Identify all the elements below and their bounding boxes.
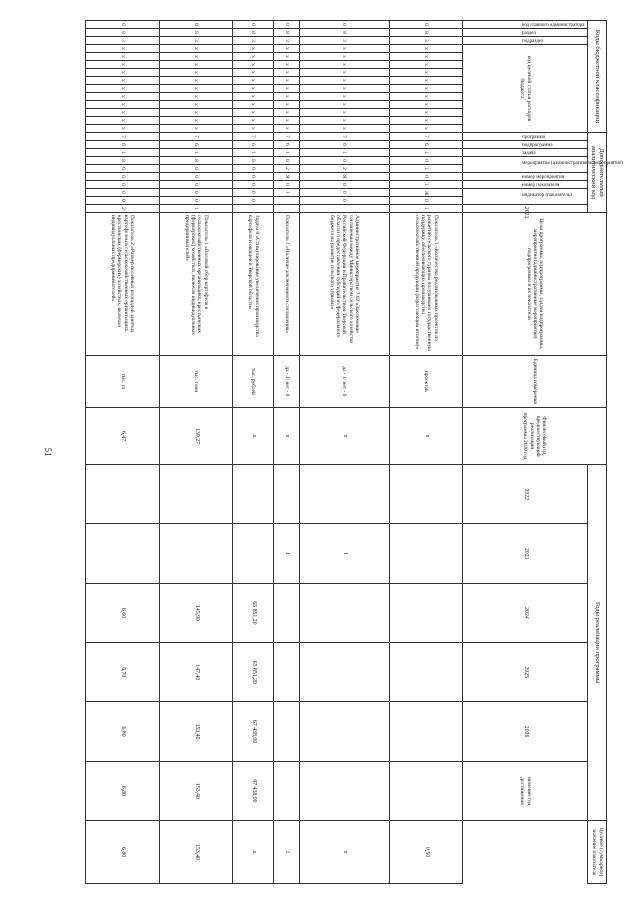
extra-code-cell: 0 xyxy=(159,172,233,180)
goal-header: Цели программы, подпрограммы, задачи подпрограммы, мероприятия (административные мероприятия) подпрограммы и их показатели xyxy=(463,212,607,355)
col-indicator-no xyxy=(463,180,588,188)
year-header-2024: 2024 xyxy=(463,583,588,642)
year-value-2025 xyxy=(274,702,299,761)
col-program-label: программа xyxy=(521,135,545,141)
extra-code-header: Дополнительный аналитический код xyxy=(588,133,607,213)
col-indicator xyxy=(463,188,588,204)
target-item-header: код целевой статьи расходов бюджета xyxy=(463,44,588,132)
year-value-2026 xyxy=(389,761,463,820)
budget-code-cell: х xyxy=(159,108,233,116)
year-value-2021 xyxy=(233,465,274,524)
fin-year-cell: х xyxy=(233,408,274,465)
year-value-2022 xyxy=(159,524,233,583)
goal-cell: Показатель 1 «Количество реализованных проектов по развитию сельского туризма получивших государственную поддержку, обеспечивающих производство сельскохозяйственной продукции (нарастающим итогом)» xyxy=(389,212,463,355)
budget-code-cell: 3 xyxy=(233,36,274,44)
budget-code-cell: х xyxy=(389,92,463,100)
unit-cell: да - 1/ нет - 0 xyxy=(299,355,389,407)
extra-code-cell: 7 xyxy=(233,133,274,141)
fin-year-cell: 6,47 xyxy=(86,408,160,465)
extra-code-cell: 1 xyxy=(389,204,463,212)
budget-code-cell: х xyxy=(299,100,389,108)
col-subprogram xyxy=(463,141,588,149)
extra-code-cell: 1 xyxy=(233,148,274,156)
budget-code-cell: х xyxy=(233,100,274,108)
col-section-label: раздел xyxy=(521,31,536,37)
budget-code-cell: х xyxy=(233,108,274,116)
year-value-2022: 1 xyxy=(299,524,389,583)
extra-code-cell: 1 xyxy=(86,148,160,156)
extra-code-cell: 0 xyxy=(159,188,233,196)
budget-code-cell: 0 xyxy=(233,21,274,29)
budget-code-cell: х xyxy=(274,68,299,76)
year-value-2025: 153,40 xyxy=(159,702,233,761)
col-indicator-label: индикатор (показатель) xyxy=(521,193,572,199)
budget-code-cell: х xyxy=(233,52,274,60)
extra-code-cell: 0 xyxy=(86,188,160,196)
extra-code-cell: 6 xyxy=(389,141,463,149)
table-row xyxy=(159,21,233,884)
budget-code-cell: х xyxy=(299,108,389,116)
extra-code-cell: 1 xyxy=(389,180,463,188)
extra-code-cell: 2 xyxy=(299,164,389,172)
year-value-2025 xyxy=(389,702,463,761)
budget-code-cell: х xyxy=(86,60,160,68)
budget-code-cell: 3 xyxy=(159,36,233,44)
extra-code-cell: 0 xyxy=(86,180,160,188)
budget-code-cell: х xyxy=(389,116,463,124)
year-value-2022 xyxy=(389,524,463,583)
extra-code-cell: 0 xyxy=(274,180,299,188)
budget-code-cell: х xyxy=(233,60,274,68)
budget-code-cell: х xyxy=(159,68,233,76)
col-measure-no-label: номер мероприятия xyxy=(521,174,564,180)
budget-code-cell: 3 xyxy=(274,36,299,44)
year-value-2021 xyxy=(86,465,160,524)
budget-code-cell: х xyxy=(233,84,274,92)
rotated-table-page xyxy=(85,20,623,884)
extra-code-cell: 0 xyxy=(86,164,160,172)
year-value-2024: 65 851,20 xyxy=(233,643,274,702)
budget-code-cell: х xyxy=(274,116,299,124)
extra-code-cell: 0 xyxy=(389,172,463,180)
year-value-2026 xyxy=(274,761,299,820)
extra-code-cell: 8 xyxy=(159,156,233,164)
extra-code-cell: Я xyxy=(299,172,389,180)
budget-code-cell: х xyxy=(274,108,299,116)
extra-code-cell xyxy=(274,196,299,204)
extra-code-cell: 1 xyxy=(159,204,233,212)
budget-code-cell: 8 xyxy=(299,28,389,36)
budget-code-cell: х xyxy=(86,44,160,52)
budget-code-cell: 8 xyxy=(233,28,274,36)
fin-year-header: Финансовый год, предшествующий реализации программы 2020 год xyxy=(463,408,607,465)
budget-code-cell: х xyxy=(299,76,389,84)
budget-code-cell: х xyxy=(86,100,160,108)
fin-year-cell: х xyxy=(274,408,299,465)
extra-code-cell: 1 xyxy=(389,148,463,156)
budget-code-cell: х xyxy=(159,116,233,124)
col-admin-code xyxy=(463,21,588,29)
table-row xyxy=(86,21,160,884)
budget-code-cell: х xyxy=(86,124,160,132)
budget-code-cell: х xyxy=(389,68,463,76)
extra-code-cell: 6 xyxy=(159,141,233,149)
extra-code-cell xyxy=(274,204,299,212)
extra-code-cell: 0 xyxy=(233,164,274,172)
budget-code-cell: 3 xyxy=(389,36,463,44)
extra-code-cell: 0 xyxy=(233,180,274,188)
budget-code-cell: 3 xyxy=(86,36,160,44)
table-row xyxy=(233,21,274,884)
unit-cell: тыс. тонн xyxy=(159,355,233,407)
budget-code-cell: х xyxy=(274,84,299,92)
extra-code-cell: 7 xyxy=(389,133,463,141)
budget-code-cell: х xyxy=(299,116,389,124)
budget-code-cell: х xyxy=(389,124,463,132)
year-value-2024: 6,70 xyxy=(86,643,160,702)
col-subsection xyxy=(463,36,588,44)
year-value-2021 xyxy=(159,465,233,524)
budget-code-cell: 0 xyxy=(274,21,299,29)
year-value-2024: 147,40 xyxy=(159,643,233,702)
budget-code-cell: х xyxy=(389,52,463,60)
extra-code-cell: 0 xyxy=(233,172,274,180)
col-section xyxy=(463,28,588,36)
col-measure-label: мероприятие (административное мероприятие) xyxy=(521,161,623,167)
extra-code-cell: 7 xyxy=(299,133,389,141)
extra-code-cell: 2 xyxy=(86,204,160,212)
budget-code-cell: х xyxy=(86,108,160,116)
col-program xyxy=(463,133,588,141)
years-header: Годы реализации программы xyxy=(588,465,607,821)
col-measure xyxy=(463,156,623,172)
extra-code-cell: 0 xyxy=(159,180,233,188)
extra-code-cell: 6 xyxy=(233,141,274,149)
fin-year-cell: 139,27 xyxy=(159,408,233,465)
year-value-2026: 153,40 xyxy=(159,761,233,820)
unit-header: Единица измерения xyxy=(463,355,607,407)
extra-code-cell xyxy=(233,204,274,212)
budget-code-cell: х xyxy=(86,84,160,92)
page-number: 51 xyxy=(43,447,53,457)
year-value-2023 xyxy=(274,583,299,642)
target-sub-header: значение год достижения xyxy=(463,761,588,820)
budget-code-cell: х xyxy=(159,44,233,52)
extra-code-cell: 7 xyxy=(86,133,160,141)
extra-code-cell: 6 xyxy=(86,141,160,149)
year-value-2024 xyxy=(299,643,389,702)
budget-code-cell: х xyxy=(389,76,463,84)
target-value-cell: х xyxy=(299,821,389,884)
year-value-2021 xyxy=(274,465,299,524)
col-task xyxy=(463,148,588,156)
table-row xyxy=(299,21,389,884)
unit-cell: тыс. рублей xyxy=(233,355,274,407)
year-value-2024 xyxy=(389,643,463,702)
extra-code-cell: 6 xyxy=(299,141,389,149)
budget-code-cell: х xyxy=(389,44,463,52)
budget-code-cell: х xyxy=(389,84,463,92)
unit-cell: тыс. га xyxy=(86,355,160,407)
extra-code-cell: 6 xyxy=(274,141,299,149)
extra-code-cell: 0 xyxy=(159,164,233,172)
year-value-2023 xyxy=(299,583,389,642)
program-table xyxy=(85,20,623,884)
year-value-2023: 65 851,20 xyxy=(233,583,274,642)
col-subsection-label: подраздел xyxy=(521,39,544,45)
budget-code-cell: х xyxy=(274,92,299,100)
budget-code-cell: х xyxy=(299,68,389,76)
budget-code-cell: 0 xyxy=(389,21,463,29)
extra-code-cell: 0 xyxy=(389,196,463,204)
col-measure-no xyxy=(463,172,588,180)
budget-code-cell: х xyxy=(299,44,389,52)
extra-code-cell: 1 xyxy=(274,188,299,196)
extra-code-cell: 0 xyxy=(86,196,160,204)
goal-cell: Показатель 1 «Валовой сбор картофеля в сельскохозяйственных организациях, крестьянских (фермерских) хозяйствах, включая индивидуальных предпринимателей» xyxy=(159,212,233,355)
year-value-2025 xyxy=(299,702,389,761)
extra-code-cell: 7 xyxy=(274,133,299,141)
budget-code-cell: х xyxy=(159,60,233,68)
year-value-2023: 145,90 xyxy=(159,583,233,642)
budget-code-cell: х xyxy=(233,92,274,100)
target-value-cell: х xyxy=(233,821,274,884)
year-value-2022 xyxy=(86,524,160,583)
extra-code-cell: 8 xyxy=(86,156,160,164)
budget-code-cell: х xyxy=(299,60,389,68)
extra-code-cell: 0 xyxy=(86,172,160,180)
budget-code-cell: х xyxy=(299,92,389,100)
year-value-2022 xyxy=(233,524,274,583)
goal-cell: Показатель 2 «Размер посевных площадей занятых картофелем в сельскохозяйственных организациях, крестьянских (фермерских) хозяйствах, включая индивидуальных предпринимателей» xyxy=(86,212,160,355)
extra-code-cell xyxy=(299,204,389,212)
extra-code-cell: 1 xyxy=(389,164,463,172)
budget-code-cell: х xyxy=(86,52,160,60)
year-header-2026: 2026 xyxy=(463,702,588,761)
extra-code-cell: 0 xyxy=(159,196,233,204)
budget-code-cell: х xyxy=(233,68,274,76)
extra-code-cell: 0 xyxy=(274,156,299,164)
budget-code-cell: 8 xyxy=(159,28,233,36)
budget-code-cell: х xyxy=(159,52,233,60)
year-value-2021 xyxy=(299,465,389,524)
extra-code-cell: 7 xyxy=(159,133,233,141)
budget-code-cell: 8 xyxy=(86,28,160,36)
budget-code-cell: 8 xyxy=(389,28,463,36)
unit-cell: проектов xyxy=(389,355,463,407)
year-value-2023 xyxy=(389,583,463,642)
budget-code-cell: х xyxy=(159,84,233,92)
budget-code-cell: х xyxy=(233,124,274,132)
budget-code-cell: х xyxy=(233,44,274,52)
target-value-cell: 0,50 xyxy=(389,821,463,884)
budget-code-cell: 0 xyxy=(299,21,389,29)
year-value-2024 xyxy=(274,643,299,702)
budget-code-cell: х xyxy=(159,92,233,100)
target-value-cell: 153,40 xyxy=(159,821,233,884)
header-row-1 xyxy=(588,21,607,884)
budget-code-cell: 3 xyxy=(299,36,389,44)
year-value-2025: 67 438,00 xyxy=(233,702,274,761)
extra-code-cell: Ж xyxy=(389,188,463,196)
budget-code-cell: х xyxy=(86,92,160,100)
budget-code-cell: х xyxy=(389,100,463,108)
budget-code-cell: х xyxy=(274,100,299,108)
table-row xyxy=(274,21,299,884)
budget-code-cell: х xyxy=(389,60,463,68)
budget-code-cell: х xyxy=(159,124,233,132)
budget-code-cell: 8 xyxy=(274,28,299,36)
extra-code-cell: 8 xyxy=(233,156,274,164)
year-header-2023: 2023 xyxy=(463,524,588,583)
year-header-2021: 2021 xyxy=(463,204,588,212)
goal-cell: Административное мероприятие 7.02 «Заключение соглашения между Министерством сельского хозяйства Российской Федерации и Правительством Тверской области о предоставлении субсидий из федерального бюджета на развитие сельского туризма» xyxy=(299,212,389,355)
year-value-2026: 67 438,00 xyxy=(233,761,274,820)
budget-code-cell: х xyxy=(274,124,299,132)
year-header-2022: 2022 xyxy=(463,465,588,524)
budget-code-cell: х xyxy=(233,116,274,124)
year-value-2026: 6,80 xyxy=(86,761,160,820)
year-value-2022: 1 xyxy=(274,524,299,583)
budget-code-cell: х xyxy=(159,100,233,108)
budget-code-cell: х xyxy=(299,84,389,92)
fin-year-cell: х xyxy=(389,408,463,465)
budget-code-cell: х xyxy=(233,76,274,84)
budget-code-cell: х xyxy=(159,76,233,84)
year-header-2025: 2025 xyxy=(463,643,588,702)
budget-code-cell: х xyxy=(274,44,299,52)
target-value-cell: 1 xyxy=(274,821,299,884)
target-value-cell: 6,80 xyxy=(86,821,160,884)
extra-code-cell: 1 xyxy=(159,148,233,156)
year-value-2025: 6,80 xyxy=(86,702,160,761)
budget-code-cell: х xyxy=(86,76,160,84)
budget-code-cell: х xyxy=(86,116,160,124)
budget-code-cell: 0 xyxy=(86,21,160,29)
goal-cell: Показатель 1 «Наличие заключенного соглашения» xyxy=(274,212,299,355)
extra-code-cell: 0 xyxy=(233,196,274,204)
extra-code-cell: 0 xyxy=(299,196,389,204)
extra-code-cell: 0 xyxy=(299,188,389,196)
budget-code-cell: х xyxy=(299,124,389,132)
fin-year-cell: х xyxy=(299,408,389,465)
extra-code-cell: 1 xyxy=(274,148,299,156)
goal-cell: Задача 8 «Стимулирование увеличения производства картофеля и овощей в Тверской области» xyxy=(233,212,274,355)
budget-code-cell: 0 xyxy=(159,21,233,29)
col-subprogram-label: подпрограмма xyxy=(521,143,553,149)
budget-code-cell: х xyxy=(299,52,389,60)
budget-classification-header: Коды бюджетной классификации xyxy=(588,21,607,133)
col-indicator-no-label: номер показателя xyxy=(521,182,560,188)
budget-code-cell: х xyxy=(389,108,463,116)
col-admin-code-label: код главного администратора xyxy=(521,23,585,29)
budget-code-cell: х xyxy=(274,52,299,60)
year-value-2021 xyxy=(389,465,463,524)
extra-code-cell: 2 xyxy=(274,164,299,172)
extra-code-cell: Я xyxy=(274,172,299,180)
extra-code-cell: 0 xyxy=(299,156,389,164)
budget-code-cell: х xyxy=(274,76,299,84)
year-value-2023: 6,60 xyxy=(86,583,160,642)
table-body xyxy=(86,21,463,884)
table-header xyxy=(463,21,623,884)
unit-cell: да - 1/ нет - 0 xyxy=(274,355,299,407)
budget-code-cell: х xyxy=(274,60,299,68)
extra-code-cell: 0 xyxy=(233,188,274,196)
budget-code-cell: х xyxy=(86,68,160,76)
year-value-2026 xyxy=(299,761,389,820)
target-value-header: Целевое (суммарное) значение показателя xyxy=(588,821,607,884)
extra-code-cell: 0 xyxy=(299,180,389,188)
extra-code-cell: 0 xyxy=(389,156,463,164)
table-row xyxy=(389,21,463,884)
col-task-label: задача xyxy=(521,151,536,157)
extra-code-cell: 1 xyxy=(299,148,389,156)
